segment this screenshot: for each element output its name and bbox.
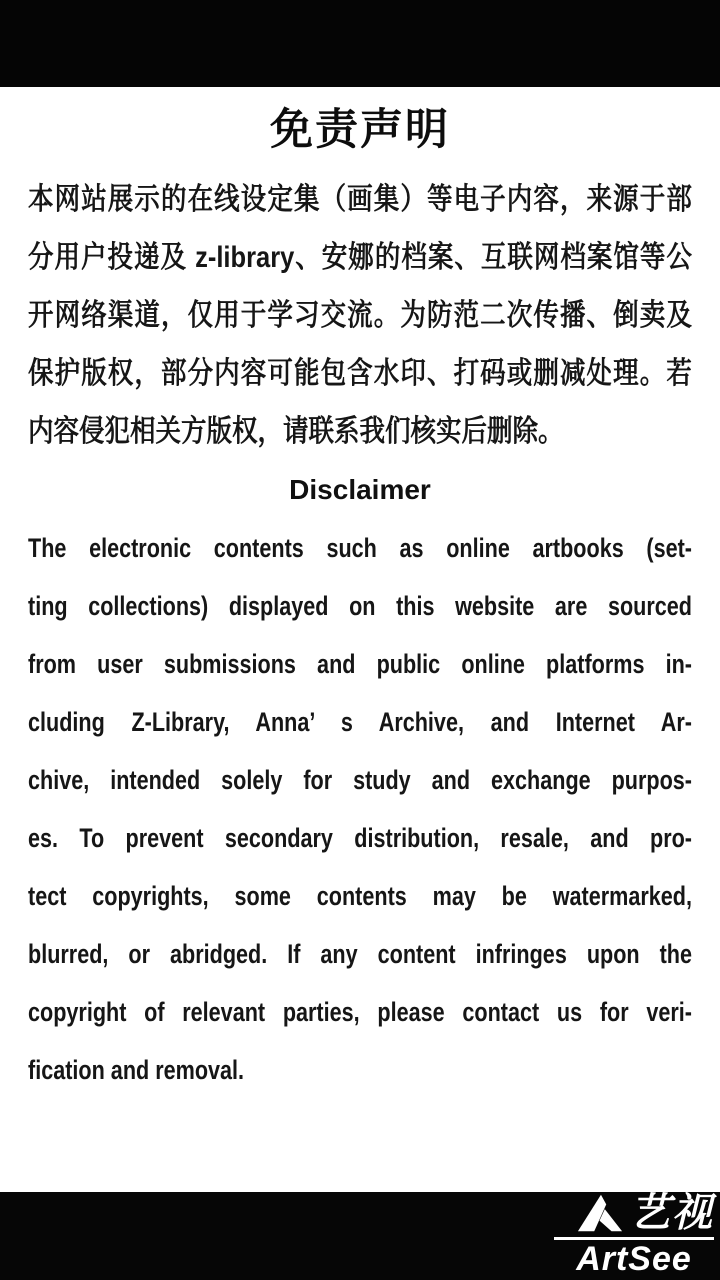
top-letterbox-bar — [0, 0, 720, 87]
text-line: cluding Z-Library, Anna’ s Archive, and Internet Ar- — [28, 707, 692, 737]
text-line: from user submissions and public online platforms in- — [28, 649, 692, 679]
text-line: 开网络渠道，仅用于学习交流。为防范二次传播、倒卖及 — [28, 299, 692, 332]
disclaimer-title-en: Disclaimer — [289, 474, 431, 505]
brand-name-cn: 艺视 — [630, 1191, 714, 1235]
text-line: tect copyrights, some contents may be watermarked, — [28, 881, 692, 911]
logo-top-row — [554, 1191, 714, 1240]
text-line: es. To prevent secondary distribution, resale, and pro- — [28, 823, 692, 853]
mountain-peak-icon — [576, 1191, 624, 1235]
text-line: The electronic contents such as online artbooks (set- — [28, 533, 692, 563]
text-line: 保护版权，部分内容可能包含水印、打码或删减处理。若 — [28, 357, 692, 390]
text-line: blurred, or abridged. If any content infringes upon the — [28, 939, 692, 969]
text-line: 本网站展示的在线设定集（画集）等电子内容，来源于部 — [28, 183, 692, 216]
text-line: 内容侵犯相关方版权，请联系我们核实后删除。 — [28, 415, 564, 448]
disclaimer-panel — [0, 87, 720, 1192]
text-line: 分用户投递及 z-library、安娜的档案、互联网档案馆等公 — [28, 241, 692, 274]
brand-name-en: ArtSee — [576, 1240, 692, 1278]
disclaimer-paragraph-en — [28, 519, 692, 1099]
text-line: chive, intended solely for study and exchange purpos- — [28, 765, 692, 795]
text-line: fication and removal. — [28, 1055, 245, 1085]
text-line: copyright of relevant parties, please contact us for veri- — [28, 997, 692, 1027]
artsee-logo — [554, 1191, 714, 1278]
disclaimer-title-cn: 免责声明 — [270, 106, 450, 154]
text-line: ting collections) displayed on this website are sourced — [28, 591, 692, 621]
bottom-letterbox-bar — [0, 1192, 720, 1280]
disclaimer-paragraph-cn — [28, 171, 692, 461]
